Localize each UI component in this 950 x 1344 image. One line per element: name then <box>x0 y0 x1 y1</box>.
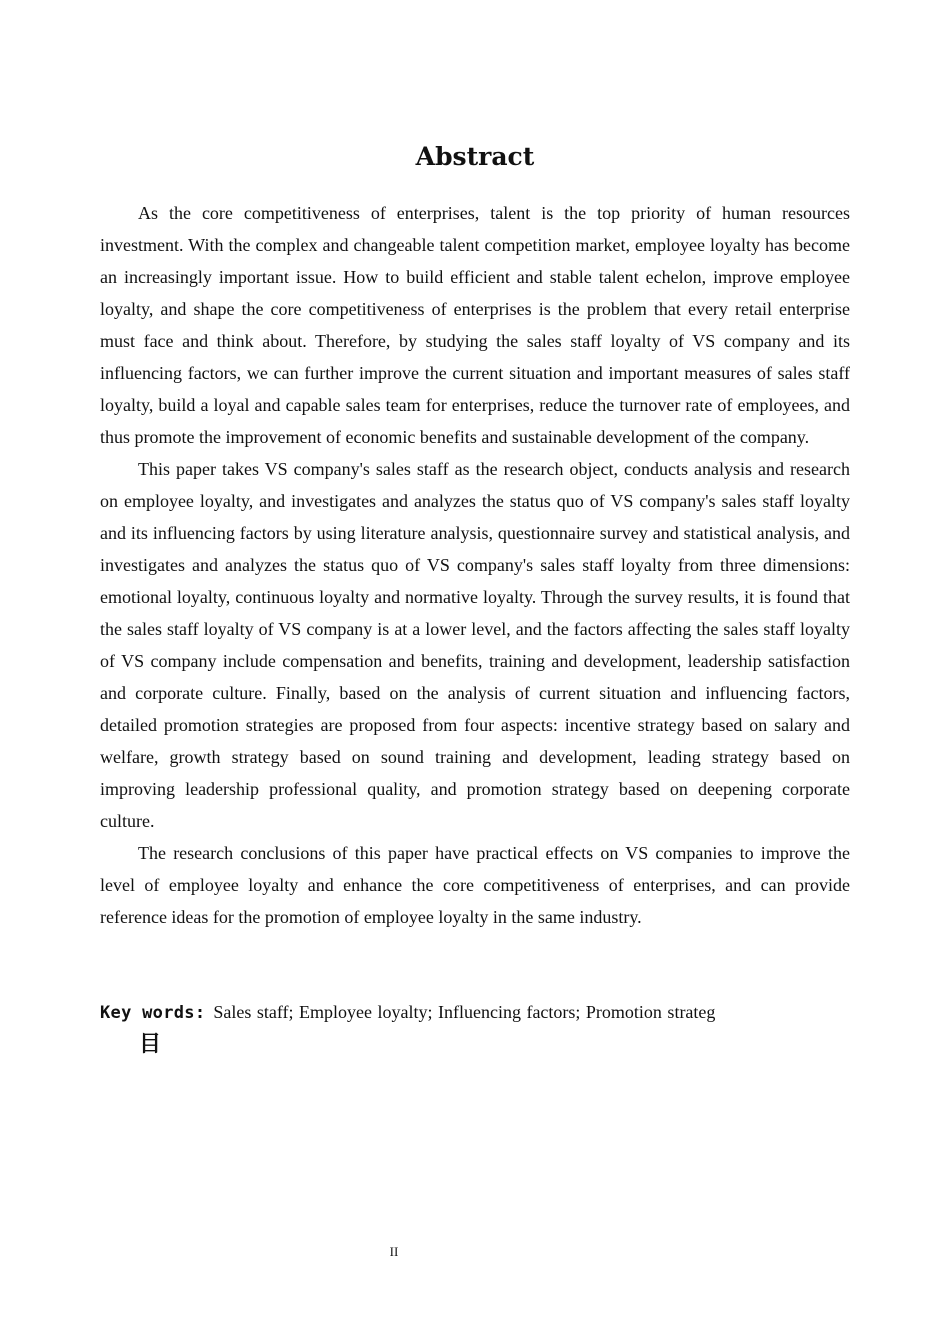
keywords-line <box>100 996 860 1029</box>
abstract-title: Abstract <box>415 142 535 171</box>
toc-heading-fragment: 目 <box>139 1032 162 1057</box>
page-number: II <box>389 1244 399 1259</box>
abstract-paragraph-3: The research conclusions of this paper have practical effects on VS companies to improve the level of employee loyalty and enhance the core competitiveness of enterprises, and can provide reference ideas for the promotion of employee loyalty in the same industry. <box>100 843 850 927</box>
abstract-paragraph-1: As the core competitiveness of enterprises, talent is the top priority of human resources investment. With the complex and changeable talent competition market, employee loyalty has become an increasingly important issue. How to build efficient and stable talent echelon, improve employee loyalty, and shape the core competitiveness of enterprises is the problem that every retail enterprise must face and think about. Therefore, by studying the sales staff loyalty of VS company and its influencing factors, we can further improve the current situation and important measures of sales staff loyalty, build a loyal and capable sales team for enterprises, reduce the turnover rate of employees, and thus promote the improvement of economic benefits and sustainable development of the company. <box>100 203 850 447</box>
abstract-paragraph-2: This paper takes VS company's sales staff as the research object, conducts analysis and research on employee loyalty, and investigates and analyzes the status quo of VS company's sales staff loyalty and its influencing factors by using literature analysis, questionnaire survey and statistical analysis, and investigates and analyzes the status quo of VS company's sales staff loyalty from three dimensions: emotional loyalty, continuous loyalty and normative loyalty. Through the survey results, it is found that the sales staff loyalty of VS company is at a lower level, and the factors affecting the sales staff loyalty of VS company include compensation and benefits, training and development, leadership satisfaction and corporate culture. Finally, based on the analysis of current situation and influencing factors, detailed promotion strategies are proposed from four aspects: incentive strategy based on salary and welfare, growth strategy based on sound training and development, leading strategy based on improving leadership professional quality, and promotion strategy based on deepening corporate culture. <box>100 459 850 831</box>
abstract-body <box>100 197 850 933</box>
keywords-text: Sales staff; Employee loyalty; Influencing factors; Promotion strateg <box>213 1002 716 1022</box>
keywords-label: Key words: <box>100 1003 206 1023</box>
